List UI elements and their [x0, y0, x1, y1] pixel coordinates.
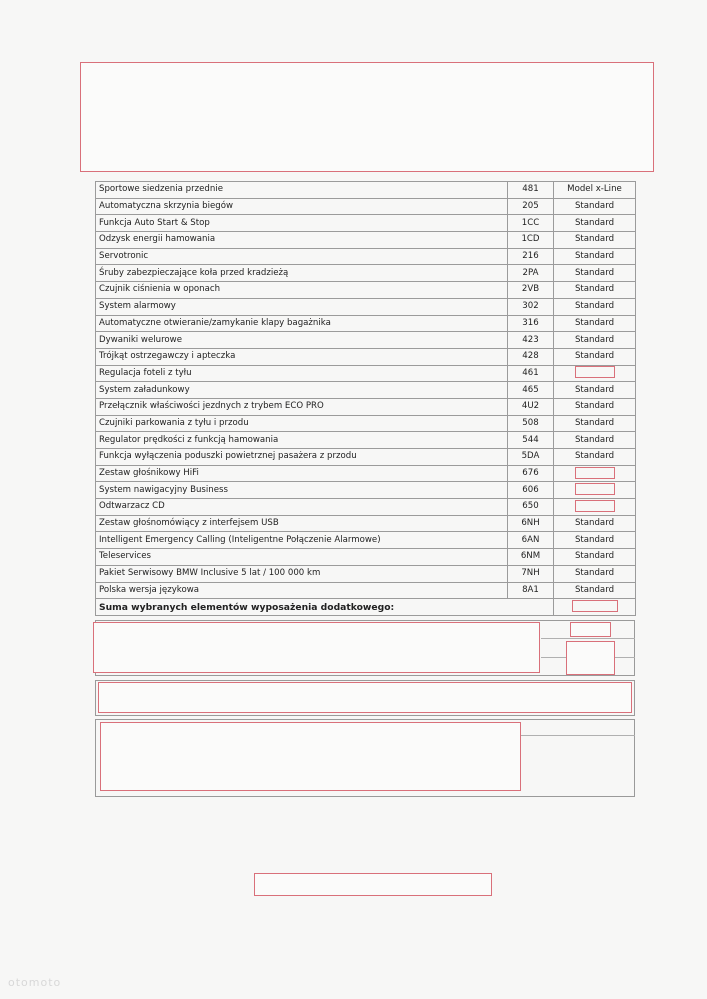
row-value: Standard [554, 415, 636, 432]
table-row [96, 232, 636, 249]
row-name: Regulator prędkości z funkcją hamowania [96, 432, 508, 449]
table-row [96, 515, 636, 532]
row-name: Czujnik ciśnienia w oponach [96, 282, 508, 299]
table-row [96, 482, 636, 499]
redacted-price [575, 467, 615, 479]
row-name: System alarmowy [96, 298, 508, 315]
row-code: 302 [508, 298, 554, 315]
redacted-price [575, 483, 615, 495]
row-code: 2PA [508, 265, 554, 282]
row-name: Sportowe siedzenia przednie [96, 182, 508, 199]
lower-section-divider-3 [521, 735, 635, 736]
row-code: 650 [508, 499, 554, 516]
row-value: Standard [554, 348, 636, 365]
equipment-table-body [96, 182, 636, 616]
redacted-price [575, 500, 615, 512]
table-row [96, 432, 636, 449]
row-code: 216 [508, 248, 554, 265]
row-name: Automatyczne otwieranie/zamykanie klapy bagażnika [96, 315, 508, 332]
row-name: Odzysk energii hamowania [96, 232, 508, 249]
table-row [96, 348, 636, 365]
row-code: 461 [508, 365, 554, 382]
row-value: Standard [554, 382, 636, 399]
row-value [554, 365, 636, 382]
table-row [96, 582, 636, 599]
row-name: Servotronic [96, 248, 508, 265]
row-code: 6NH [508, 515, 554, 532]
table-row [96, 298, 636, 315]
row-value: Standard [554, 532, 636, 549]
row-code: 676 [508, 465, 554, 482]
row-value [554, 482, 636, 499]
row-name: Regulacja foteli z tyłu [96, 365, 508, 382]
row-value: Standard [554, 515, 636, 532]
sum-label: Suma wybranych elementów wyposażenia dodatkowego: [96, 599, 554, 616]
row-code: 423 [508, 332, 554, 349]
watermark: otomoto [8, 976, 62, 989]
table-row [96, 282, 636, 299]
table-row [96, 365, 636, 382]
row-name: Polska wersja językowa [96, 582, 508, 599]
row-name: Zestaw głośnikowy HiFi [96, 465, 508, 482]
row-value: Standard [554, 565, 636, 582]
table-header-row [96, 182, 636, 199]
row-code: 508 [508, 415, 554, 432]
row-value: Standard [554, 265, 636, 282]
table-row [96, 565, 636, 582]
row-name: Dywaniki welurowe [96, 332, 508, 349]
row-value: Standard [554, 432, 636, 449]
table-row [96, 398, 636, 415]
table-row [96, 532, 636, 549]
row-value: Standard [554, 248, 636, 265]
row-value [554, 465, 636, 482]
row-code: 606 [508, 482, 554, 499]
redacted-signature-box [254, 873, 492, 896]
table-row [96, 415, 636, 432]
sum-value [554, 599, 636, 616]
row-code: 6AN [508, 532, 554, 549]
redacted-price-box-1 [93, 622, 540, 673]
row-code: 481 [508, 182, 554, 199]
row-name: Intelligent Emergency Calling (Inteligentne Połączenie Alarmowe) [96, 532, 508, 549]
table-row [96, 499, 636, 516]
row-value: Standard [554, 398, 636, 415]
row-name: Automatyczna skrzynia biegów [96, 198, 508, 215]
row-code: 205 [508, 198, 554, 215]
row-value: Standard [554, 198, 636, 215]
row-code: 4U2 [508, 398, 554, 415]
table-row [96, 465, 636, 482]
row-name: Odtwarzacz CD [96, 499, 508, 516]
row-code: 8A1 [508, 582, 554, 599]
row-code: 465 [508, 382, 554, 399]
row-name: Trójkąt ostrzegawczy i apteczka [96, 348, 508, 365]
table-row [96, 198, 636, 215]
row-value: Standard [554, 298, 636, 315]
row-name: Funkcja Auto Start & Stop [96, 215, 508, 232]
row-value: Standard [554, 282, 636, 299]
redacted-price-small-1 [570, 622, 611, 637]
model-column-header: Model x-Line [554, 182, 636, 199]
row-value: Standard [554, 232, 636, 249]
row-code: 428 [508, 348, 554, 365]
row-value: Standard [554, 215, 636, 232]
row-name: Przełącznik właściwości jezdnych z trybem ECO PRO [96, 398, 508, 415]
row-name: Zestaw głośnomówiący z interfejsem USB [96, 515, 508, 532]
equipment-table [95, 181, 636, 616]
table-row [96, 315, 636, 332]
redacted-sum [572, 600, 618, 612]
row-name: Czujniki parkowania z tyłu i przodu [96, 415, 508, 432]
table-row [96, 449, 636, 466]
row-code: 5DA [508, 449, 554, 466]
redacted-price-box-2 [98, 682, 632, 713]
row-code: 316 [508, 315, 554, 332]
redacted-price-box-3 [100, 722, 521, 791]
row-name: Pakiet Serwisowy BMW Inclusive 5 lat / 100 000 km [96, 565, 508, 582]
row-name: Funkcja wyłączenia poduszki powietrznej pasażera z przodu [96, 449, 508, 466]
row-value: Standard [554, 449, 636, 466]
table-row [96, 382, 636, 399]
lower-section-divider [541, 638, 635, 639]
redacted-price-small-2 [566, 641, 615, 675]
row-code: 6NM [508, 549, 554, 566]
row-code: 544 [508, 432, 554, 449]
row-value: Standard [554, 582, 636, 599]
table-row [96, 248, 636, 265]
row-code: 7NH [508, 565, 554, 582]
row-name: System nawigacyjny Business [96, 482, 508, 499]
row-name: Teleservices [96, 549, 508, 566]
row-code: 1CC [508, 215, 554, 232]
table-row [96, 265, 636, 282]
table-row [96, 332, 636, 349]
sum-row [96, 599, 636, 616]
row-value [554, 499, 636, 516]
row-value: Standard [554, 549, 636, 566]
row-name: Śruby zabezpieczające koła przed kradzieżą [96, 265, 508, 282]
table-row [96, 215, 636, 232]
row-code: 2VB [508, 282, 554, 299]
row-code: 1CD [508, 232, 554, 249]
redacted-header-box [80, 62, 654, 172]
row-value: Standard [554, 332, 636, 349]
row-name: System załadunkowy [96, 382, 508, 399]
table-row [96, 549, 636, 566]
redacted-price [575, 366, 615, 378]
row-value: Standard [554, 315, 636, 332]
